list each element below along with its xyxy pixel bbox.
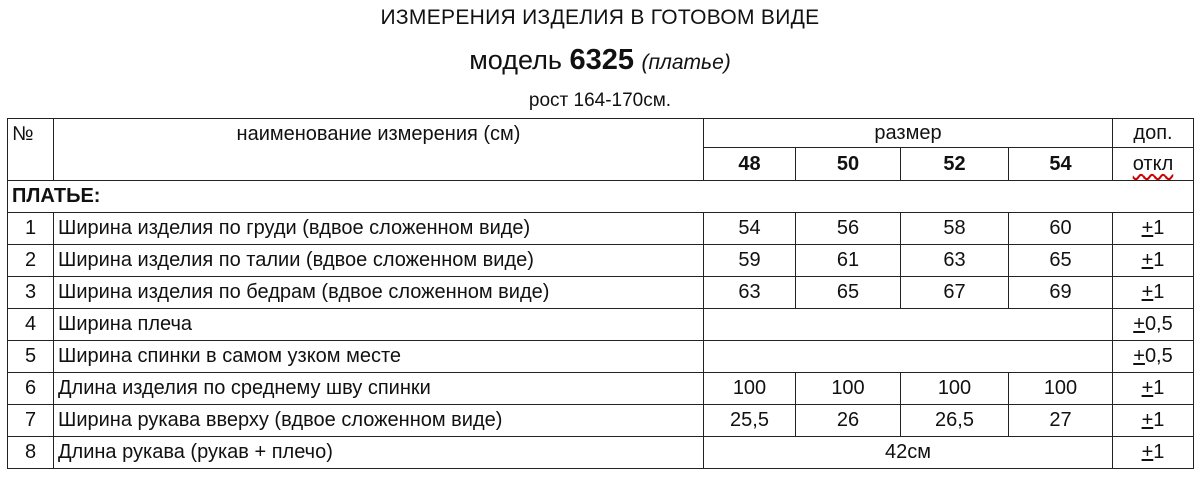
row-value: 65 bbox=[796, 277, 901, 309]
col-header-tolerance-2: откл bbox=[1113, 148, 1194, 181]
row-name: Ширина изделия по талии (вдвое сложенном виде) bbox=[54, 245, 704, 277]
row-value: 56 bbox=[796, 213, 901, 245]
row-value: 60 bbox=[1009, 213, 1113, 245]
row-value: 65 bbox=[1009, 245, 1113, 277]
row-tolerance: +1 bbox=[1113, 437, 1194, 469]
row-value: 100 bbox=[901, 373, 1009, 405]
table-row bbox=[8, 309, 1194, 341]
row-value-merged: 42см bbox=[704, 437, 1113, 469]
model-line bbox=[0, 44, 1200, 77]
row-value: 26 bbox=[796, 405, 901, 437]
row-value: 100 bbox=[704, 373, 796, 405]
table-row bbox=[8, 341, 1194, 373]
size-header: 52 bbox=[901, 148, 1009, 181]
measurements-table bbox=[7, 118, 1194, 469]
row-name: Ширина плеча bbox=[54, 309, 704, 341]
row-tolerance: +1 bbox=[1113, 277, 1194, 309]
row-tolerance: +1 bbox=[1113, 373, 1194, 405]
row-number: 4 bbox=[8, 309, 54, 341]
col-header-number: № bbox=[8, 119, 54, 181]
row-value: 27 bbox=[1009, 405, 1113, 437]
table-row bbox=[8, 245, 1194, 277]
row-value: 63 bbox=[901, 245, 1009, 277]
row-name: Ширина рукава вверху (вдвое сложенном виде) bbox=[54, 405, 704, 437]
row-tolerance: +1 bbox=[1113, 213, 1194, 245]
table-row bbox=[8, 373, 1194, 405]
table-row bbox=[8, 213, 1194, 245]
row-name: Ширина изделия по бедрам (вдвое сложенном виде) bbox=[54, 277, 704, 309]
table-row bbox=[8, 405, 1194, 437]
model-type: (платье) bbox=[641, 51, 731, 74]
col-header-name: наименование измерения (см) bbox=[54, 119, 704, 181]
section-label: ПЛАТЬЕ: bbox=[8, 181, 1194, 213]
row-value: 100 bbox=[796, 373, 901, 405]
row-value: 58 bbox=[901, 213, 1009, 245]
row-value: 26,5 bbox=[901, 405, 1009, 437]
table-header-row bbox=[8, 119, 1194, 148]
row-number: 2 bbox=[8, 245, 54, 277]
row-tolerance: +0,5 bbox=[1113, 341, 1194, 373]
row-name: Длина изделия по среднему шву спинки bbox=[54, 373, 704, 405]
size-header: 54 bbox=[1009, 148, 1113, 181]
row-number: 7 bbox=[8, 405, 54, 437]
row-value: 59 bbox=[704, 245, 796, 277]
col-header-tolerance: доп. bbox=[1113, 119, 1194, 148]
row-value-empty bbox=[704, 309, 1113, 341]
row-value: 54 bbox=[704, 213, 796, 245]
model-prefix: модель bbox=[469, 45, 562, 75]
row-value: 100 bbox=[1009, 373, 1113, 405]
table-row bbox=[8, 277, 1194, 309]
col-header-size: размер bbox=[704, 119, 1113, 148]
row-value: 69 bbox=[1009, 277, 1113, 309]
row-value: 25,5 bbox=[704, 405, 796, 437]
row-number: 6 bbox=[8, 373, 54, 405]
row-value-empty bbox=[704, 341, 1113, 373]
row-value: 61 bbox=[796, 245, 901, 277]
document-title: ИЗМЕРЕНИЯ ИЗДЕЛИЯ В ГОТОВОМ ВИДЕ bbox=[380, 6, 820, 29]
row-name: Длина рукава (рукав + плечо) bbox=[54, 437, 704, 469]
row-tolerance: +1 bbox=[1113, 405, 1194, 437]
row-name: Ширина спинки в самом узком месте bbox=[54, 341, 704, 373]
height-range: рост 164-170см. bbox=[528, 90, 672, 111]
row-number: 5 bbox=[8, 341, 54, 373]
row-value: 67 bbox=[901, 277, 1009, 309]
row-number: 1 bbox=[8, 213, 54, 245]
row-number: 8 bbox=[8, 437, 54, 469]
size-header: 48 bbox=[704, 148, 796, 181]
table-row bbox=[8, 437, 1194, 469]
model-number: 6325 bbox=[569, 44, 634, 76]
row-value: 63 bbox=[704, 277, 796, 309]
section-row bbox=[8, 181, 1194, 213]
row-number: 3 bbox=[8, 277, 54, 309]
row-tolerance: +0,5 bbox=[1113, 309, 1194, 341]
size-header: 50 bbox=[796, 148, 901, 181]
row-name: Ширина изделия по груди (вдвое сложенном виде) bbox=[54, 213, 704, 245]
row-tolerance: +1 bbox=[1113, 245, 1194, 277]
